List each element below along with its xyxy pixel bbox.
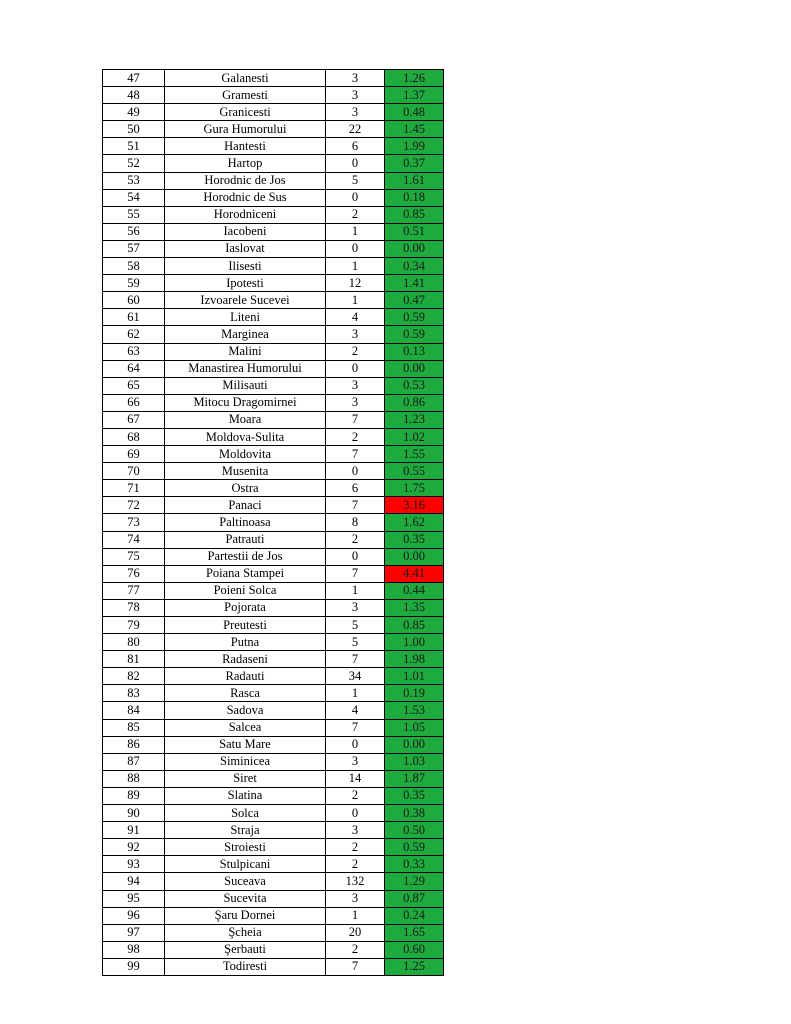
- case-count-cell: 4: [326, 309, 385, 326]
- locality-name-cell: Poieni Solca: [165, 582, 326, 599]
- table-row: [103, 787, 444, 804]
- incidence-rate-cell: 1.26: [385, 70, 444, 87]
- case-count-cell: 0: [326, 189, 385, 206]
- row-number-cell: 84: [103, 702, 165, 719]
- table-row: [103, 514, 444, 531]
- row-number-cell: 61: [103, 309, 165, 326]
- case-count-cell: 14: [326, 770, 385, 787]
- case-count-cell: 2: [326, 787, 385, 804]
- locality-name-cell: Gura Humorului: [165, 121, 326, 138]
- table-body: [103, 70, 444, 976]
- locality-name-cell: Şaru Dornei: [165, 907, 326, 924]
- case-count-cell: 7: [326, 719, 385, 736]
- table-row: [103, 702, 444, 719]
- incidence-rate-cell: 0.19: [385, 685, 444, 702]
- incidence-rate-cell: 0.60: [385, 941, 444, 958]
- table-row: [103, 343, 444, 360]
- case-count-cell: 7: [326, 411, 385, 428]
- case-count-cell: 0: [326, 463, 385, 480]
- table-row: [103, 428, 444, 445]
- locality-name-cell: Radauti: [165, 668, 326, 685]
- row-number-cell: 56: [103, 223, 165, 240]
- row-number-cell: 80: [103, 634, 165, 651]
- locality-name-cell: Sadova: [165, 702, 326, 719]
- locality-name-cell: Stroiesti: [165, 839, 326, 856]
- table-row: [103, 275, 444, 292]
- table-row: [103, 548, 444, 565]
- table-row: [103, 890, 444, 907]
- case-count-cell: 3: [326, 377, 385, 394]
- case-count-cell: 7: [326, 565, 385, 582]
- incidence-rate-cell: 1.53: [385, 702, 444, 719]
- row-number-cell: 79: [103, 617, 165, 634]
- case-count-cell: 2: [326, 856, 385, 873]
- row-number-cell: 96: [103, 907, 165, 924]
- locality-name-cell: Liteni: [165, 309, 326, 326]
- case-count-cell: 7: [326, 446, 385, 463]
- case-count-cell: 1: [326, 582, 385, 599]
- locality-name-cell: Hantesti: [165, 138, 326, 155]
- table-row: [103, 360, 444, 377]
- row-number-cell: 72: [103, 497, 165, 514]
- table-row: [103, 651, 444, 668]
- case-count-cell: 20: [326, 924, 385, 941]
- incidence-rate-cell: 1.61: [385, 172, 444, 189]
- incidence-rate-cell: 0.47: [385, 292, 444, 309]
- table-row: [103, 736, 444, 753]
- locality-name-cell: Siminicea: [165, 753, 326, 770]
- locality-name-cell: Siret: [165, 770, 326, 787]
- row-number-cell: 98: [103, 941, 165, 958]
- locality-name-cell: Marginea: [165, 326, 326, 343]
- table-row: [103, 770, 444, 787]
- incidence-rate-cell: 0.35: [385, 531, 444, 548]
- incidence-rate-cell: 0.55: [385, 463, 444, 480]
- locality-name-cell: Panaci: [165, 497, 326, 514]
- locality-name-cell: Radaseni: [165, 651, 326, 668]
- locality-name-cell: Moldova-Sulita: [165, 428, 326, 445]
- case-count-cell: 1: [326, 292, 385, 309]
- incidence-rate-cell: 0.50: [385, 822, 444, 839]
- row-number-cell: 59: [103, 275, 165, 292]
- table-row: [103, 839, 444, 856]
- table-row: [103, 531, 444, 548]
- table-row: [103, 685, 444, 702]
- table-row: [103, 958, 444, 975]
- locality-name-cell: Malini: [165, 343, 326, 360]
- incidence-rate-cell: 1.01: [385, 668, 444, 685]
- case-count-cell: 22: [326, 121, 385, 138]
- locality-name-cell: Ilisesti: [165, 258, 326, 275]
- incidence-rate-cell: 1.23: [385, 411, 444, 428]
- locality-name-cell: Hartop: [165, 155, 326, 172]
- case-count-cell: 2: [326, 206, 385, 223]
- incidence-rate-cell: 1.35: [385, 599, 444, 616]
- locality-name-cell: Salcea: [165, 719, 326, 736]
- row-number-cell: 82: [103, 668, 165, 685]
- row-number-cell: 51: [103, 138, 165, 155]
- locality-name-cell: Izvoarele Sucevei: [165, 292, 326, 309]
- incidence-rate-cell: 1.75: [385, 480, 444, 497]
- locality-name-cell: Rasca: [165, 685, 326, 702]
- row-number-cell: 67: [103, 411, 165, 428]
- incidence-rate-cell: 1.05: [385, 719, 444, 736]
- locality-name-cell: Pojorata: [165, 599, 326, 616]
- case-count-cell: 1: [326, 223, 385, 240]
- incidence-rate-cell: 0.59: [385, 326, 444, 343]
- case-count-cell: 3: [326, 326, 385, 343]
- incidence-rate-cell: 1.41: [385, 275, 444, 292]
- row-number-cell: 89: [103, 787, 165, 804]
- row-number-cell: 62: [103, 326, 165, 343]
- table-row: [103, 377, 444, 394]
- case-count-cell: 0: [326, 360, 385, 377]
- row-number-cell: 75: [103, 548, 165, 565]
- locality-name-cell: Ipotesti: [165, 275, 326, 292]
- incidence-rate-cell: 0.59: [385, 839, 444, 856]
- table-row: [103, 565, 444, 582]
- incidence-rate-cell: 0.00: [385, 736, 444, 753]
- incidence-rate-cell: 1.37: [385, 87, 444, 104]
- row-number-cell: 57: [103, 240, 165, 257]
- row-number-cell: 88: [103, 770, 165, 787]
- case-count-cell: 34: [326, 668, 385, 685]
- row-number-cell: 81: [103, 651, 165, 668]
- row-number-cell: 73: [103, 514, 165, 531]
- locality-name-cell: Horodniceni: [165, 206, 326, 223]
- locality-name-cell: Şerbauti: [165, 941, 326, 958]
- row-number-cell: 50: [103, 121, 165, 138]
- table-row: [103, 668, 444, 685]
- case-count-cell: 5: [326, 617, 385, 634]
- table-row: [103, 822, 444, 839]
- table-row: [103, 258, 444, 275]
- table-row: [103, 309, 444, 326]
- row-number-cell: 86: [103, 736, 165, 753]
- row-number-cell: 95: [103, 890, 165, 907]
- table-row: [103, 240, 444, 257]
- incidence-rate-cell: 0.44: [385, 582, 444, 599]
- row-number-cell: 55: [103, 206, 165, 223]
- case-count-cell: 1: [326, 907, 385, 924]
- incidence-rate-cell: 1.02: [385, 428, 444, 445]
- row-number-cell: 52: [103, 155, 165, 172]
- row-number-cell: 53: [103, 172, 165, 189]
- incidence-rate-cell: 1.99: [385, 138, 444, 155]
- row-number-cell: 74: [103, 531, 165, 548]
- case-count-cell: 0: [326, 805, 385, 822]
- row-number-cell: 76: [103, 565, 165, 582]
- row-number-cell: 54: [103, 189, 165, 206]
- table-row: [103, 480, 444, 497]
- case-count-cell: 2: [326, 343, 385, 360]
- locality-name-cell: Galanesti: [165, 70, 326, 87]
- table-row: [103, 394, 444, 411]
- locality-name-cell: Partestii de Jos: [165, 548, 326, 565]
- locality-name-cell: Granicesti: [165, 104, 326, 121]
- table-row: [103, 138, 444, 155]
- locality-name-cell: Satu Mare: [165, 736, 326, 753]
- incidence-rate-cell: 0.00: [385, 360, 444, 377]
- incidence-rate-cell: 0.59: [385, 309, 444, 326]
- incidence-rate-cell: 0.00: [385, 240, 444, 257]
- case-count-cell: 3: [326, 394, 385, 411]
- incidence-rate-cell: 1.45: [385, 121, 444, 138]
- table-row: [103, 206, 444, 223]
- case-count-cell: 3: [326, 104, 385, 121]
- table-row: [103, 223, 444, 240]
- locality-name-cell: Mitocu Dragomirnei: [165, 394, 326, 411]
- case-count-cell: 3: [326, 599, 385, 616]
- case-count-cell: 5: [326, 634, 385, 651]
- incidence-rate-cell: 0.00: [385, 548, 444, 565]
- case-count-cell: 3: [326, 822, 385, 839]
- row-number-cell: 71: [103, 480, 165, 497]
- table-row: [103, 497, 444, 514]
- row-number-cell: 58: [103, 258, 165, 275]
- locality-name-cell: Preutesti: [165, 617, 326, 634]
- table-row: [103, 172, 444, 189]
- table-row: [103, 856, 444, 873]
- table-row: [103, 873, 444, 890]
- case-count-cell: 132: [326, 873, 385, 890]
- locality-name-cell: Solca: [165, 805, 326, 822]
- table-row: [103, 634, 444, 651]
- locality-name-cell: Patrauti: [165, 531, 326, 548]
- locality-name-cell: Milisauti: [165, 377, 326, 394]
- incidence-table: [102, 69, 444, 976]
- row-number-cell: 91: [103, 822, 165, 839]
- locality-name-cell: Manastirea Humorului: [165, 360, 326, 377]
- locality-name-cell: Gramesti: [165, 87, 326, 104]
- locality-name-cell: Iaslovat: [165, 240, 326, 257]
- case-count-cell: 0: [326, 736, 385, 753]
- incidence-rate-cell: 1.00: [385, 634, 444, 651]
- row-number-cell: 85: [103, 719, 165, 736]
- row-number-cell: 60: [103, 292, 165, 309]
- case-count-cell: 7: [326, 497, 385, 514]
- row-number-cell: 66: [103, 394, 165, 411]
- table-row: [103, 941, 444, 958]
- locality-name-cell: Ostra: [165, 480, 326, 497]
- row-number-cell: 97: [103, 924, 165, 941]
- incidence-rate-cell: 0.35: [385, 787, 444, 804]
- locality-name-cell: Poiana Stampei: [165, 565, 326, 582]
- row-number-cell: 68: [103, 428, 165, 445]
- table-row: [103, 189, 444, 206]
- table-row: [103, 446, 444, 463]
- incidence-rate-cell: 0.53: [385, 377, 444, 394]
- row-number-cell: 99: [103, 958, 165, 975]
- locality-name-cell: Suceava: [165, 873, 326, 890]
- table-row: [103, 753, 444, 770]
- table-row: [103, 463, 444, 480]
- incidence-rate-cell: 0.87: [385, 890, 444, 907]
- case-count-cell: 2: [326, 941, 385, 958]
- locality-name-cell: Iacobeni: [165, 223, 326, 240]
- locality-name-cell: Moldovita: [165, 446, 326, 463]
- incidence-rate-cell: 1.62: [385, 514, 444, 531]
- locality-name-cell: Horodnic de Jos: [165, 172, 326, 189]
- row-number-cell: 47: [103, 70, 165, 87]
- case-count-cell: 1: [326, 258, 385, 275]
- incidence-rate-cell: 1.55: [385, 446, 444, 463]
- case-count-cell: 3: [326, 890, 385, 907]
- table-row: [103, 411, 444, 428]
- locality-name-cell: Horodnic de Sus: [165, 189, 326, 206]
- row-number-cell: 77: [103, 582, 165, 599]
- case-count-cell: 7: [326, 651, 385, 668]
- case-count-cell: 5: [326, 172, 385, 189]
- table-row: [103, 907, 444, 924]
- incidence-rate-cell: 0.34: [385, 258, 444, 275]
- row-number-cell: 69: [103, 446, 165, 463]
- locality-name-cell: Şcheia: [165, 924, 326, 941]
- case-count-cell: 2: [326, 839, 385, 856]
- incidence-rate-cell: 0.37: [385, 155, 444, 172]
- incidence-rate-cell: 1.98: [385, 651, 444, 668]
- incidence-rate-cell: 0.85: [385, 206, 444, 223]
- locality-name-cell: Putna: [165, 634, 326, 651]
- incidence-rate-cell: 1.87: [385, 770, 444, 787]
- row-number-cell: 90: [103, 805, 165, 822]
- table-row: [103, 87, 444, 104]
- case-count-cell: 0: [326, 240, 385, 257]
- incidence-rate-cell: 1.29: [385, 873, 444, 890]
- incidence-rate-cell: 1.65: [385, 924, 444, 941]
- case-count-cell: 8: [326, 514, 385, 531]
- row-number-cell: 70: [103, 463, 165, 480]
- table-row: [103, 155, 444, 172]
- incidence-rate-cell: 0.18: [385, 189, 444, 206]
- table-row: [103, 719, 444, 736]
- row-number-cell: 63: [103, 343, 165, 360]
- incidence-rate-cell: 1.03: [385, 753, 444, 770]
- row-number-cell: 94: [103, 873, 165, 890]
- table-row: [103, 805, 444, 822]
- incidence-rate-cell: 3.16: [385, 497, 444, 514]
- table-row: [103, 121, 444, 138]
- table-row: [103, 924, 444, 941]
- case-count-cell: 7: [326, 958, 385, 975]
- locality-name-cell: Stulpicani: [165, 856, 326, 873]
- case-count-cell: 1: [326, 685, 385, 702]
- incidence-rate-cell: 0.85: [385, 617, 444, 634]
- case-count-cell: 3: [326, 70, 385, 87]
- table-row: [103, 582, 444, 599]
- case-count-cell: 12: [326, 275, 385, 292]
- incidence-rate-cell: 0.13: [385, 343, 444, 360]
- table-row: [103, 70, 444, 87]
- locality-name-cell: Moara: [165, 411, 326, 428]
- case-count-cell: 3: [326, 753, 385, 770]
- row-number-cell: 48: [103, 87, 165, 104]
- row-number-cell: 64: [103, 360, 165, 377]
- table-row: [103, 617, 444, 634]
- locality-name-cell: Paltinoasa: [165, 514, 326, 531]
- case-count-cell: 3: [326, 87, 385, 104]
- locality-name-cell: Sucevita: [165, 890, 326, 907]
- incidence-rate-cell: 1.25: [385, 958, 444, 975]
- case-count-cell: 6: [326, 480, 385, 497]
- locality-name-cell: Slatina: [165, 787, 326, 804]
- incidence-rate-cell: 0.38: [385, 805, 444, 822]
- incidence-rate-cell: 0.86: [385, 394, 444, 411]
- case-count-cell: 2: [326, 531, 385, 548]
- incidence-rate-cell: 0.51: [385, 223, 444, 240]
- case-count-cell: 2: [326, 428, 385, 445]
- case-count-cell: 0: [326, 155, 385, 172]
- row-number-cell: 65: [103, 377, 165, 394]
- incidence-rate-cell: 4.41: [385, 565, 444, 582]
- row-number-cell: 92: [103, 839, 165, 856]
- locality-name-cell: Straja: [165, 822, 326, 839]
- table-row: [103, 292, 444, 309]
- row-number-cell: 49: [103, 104, 165, 121]
- table-row: [103, 599, 444, 616]
- row-number-cell: 83: [103, 685, 165, 702]
- case-count-cell: 0: [326, 548, 385, 565]
- locality-name-cell: Todiresti: [165, 958, 326, 975]
- incidence-rate-cell: 0.33: [385, 856, 444, 873]
- table-row: [103, 326, 444, 343]
- row-number-cell: 87: [103, 753, 165, 770]
- locality-name-cell: Musenita: [165, 463, 326, 480]
- case-count-cell: 4: [326, 702, 385, 719]
- case-count-cell: 6: [326, 138, 385, 155]
- incidence-rate-cell: 0.48: [385, 104, 444, 121]
- incidence-rate-cell: 0.24: [385, 907, 444, 924]
- table-row: [103, 104, 444, 121]
- row-number-cell: 93: [103, 856, 165, 873]
- row-number-cell: 78: [103, 599, 165, 616]
